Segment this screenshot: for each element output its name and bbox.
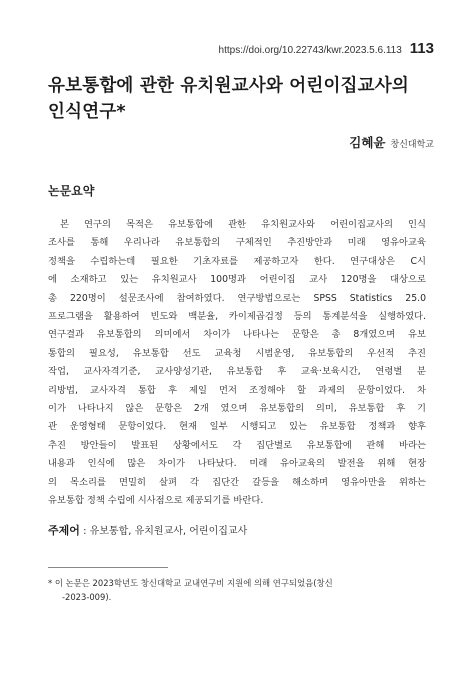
abstract-line: 본 연구의 목적은 유보통합에 관한 유치원교사와 어린이집교사의 인식 xyxy=(60,219,426,230)
keywords-label: 주제어 xyxy=(48,524,80,537)
abstract-heading: 논문요약 xyxy=(48,184,95,198)
author-name: 김혜윤 xyxy=(349,135,386,150)
footnote-line-2: -2023-009). xyxy=(62,592,112,602)
abstract-line: 내용과 인식에 많은 차이가 나타났다. 미래 유아교육의 발전을 위해 현장 xyxy=(48,458,426,470)
abstract-line: 이가 나타나지 않은 문항은 2개 였으며 유보통합의 의미, 유보통합 후 기 xyxy=(48,403,426,415)
abstract-line: 통합의 필요성, 유보통합 선도 교육청 시범운영, 유보통합의 우선적 추진 xyxy=(48,347,426,359)
title-line-2: 인식연구* xyxy=(48,102,126,122)
paper-title xyxy=(48,73,433,125)
author-block xyxy=(349,133,434,151)
abstract-line: 연구결과 유보통합의 의미에서 차이가 나타나는 문항은 총 8개였으며 유보 xyxy=(48,329,426,341)
abstract-line: 의 목소리를 면밀히 살펴 각 집단간 갈등을 해소하며 영유아만을 위하는 xyxy=(48,476,426,488)
abstract-line: 추진 방안들이 발표된 상황에서도 각 집단별로 유보통합에 관해 바라는 xyxy=(48,439,426,451)
page-number: 113 xyxy=(409,40,434,57)
abstract-line: 조사를 통해 우리나라 유보통합의 구체적인 추진방안과 미래 영유아교육 xyxy=(48,237,426,249)
abstract-body xyxy=(48,216,426,511)
abstract-line: 관 운영형태 문항이었다. 현재 일부 시행되고 있는 유보통합 정책과 향후 xyxy=(48,421,426,433)
footnote xyxy=(48,576,428,604)
abstract-line: 작업, 교사자격기준, 교사양성기관, 유보통합 후 교육·보육시간, 연령별 분 xyxy=(48,366,426,378)
doi-link[interactable]: https://doi.org/10.22743/kwr.2023.5.6.113 xyxy=(218,45,402,56)
abstract-line: 리방법, 교사자격 통합 후 제일 먼저 조정해야 할 과제의 문항이었다. 차 xyxy=(48,384,426,396)
running-header xyxy=(219,40,434,57)
abstract-line: 에 소재하고 있는 유치원교사 100명과 어린이집 교사 120명을 대상으로 xyxy=(48,274,426,286)
abstract-line: 유보통합 정책 수립에 시사점으로 제공되기를 바란다. xyxy=(48,495,264,507)
keywords xyxy=(48,522,428,538)
footnote-line-1: * 이 논문은 2023학년도 창신대학교 교내연구비 지원에 의해 연구되었음(창신 xyxy=(48,578,333,588)
keywords-text: : 유보통합, 유치원교사, 어린이집교사 xyxy=(79,526,248,537)
author-affiliation: 창신대학교 xyxy=(390,140,434,150)
abstract-line: 정책을 수립하는데 필요한 기초자료를 제공하고자 한다. 연구대상은 C시 xyxy=(48,255,426,267)
footnote-divider xyxy=(48,567,168,568)
abstract-line: 프로그램을 활용하여 빈도와 백분율, 카이제곱검정 등의 통계분석을 실행하였다. xyxy=(48,311,426,323)
abstract-line: 총 220명이 설문조사에 참여하였다. 연구방법으로는 SPSS Statistics 25.0 xyxy=(48,292,426,304)
title-line-1: 유보통합에 관한 유치원교사와 어린이집교사의 xyxy=(48,76,409,96)
